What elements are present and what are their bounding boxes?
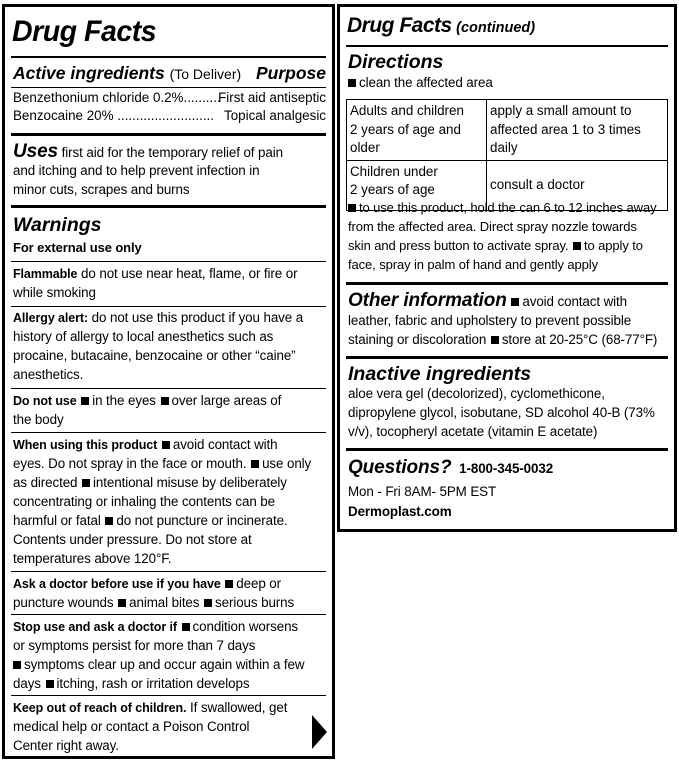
when-using-text: as directed intentional misuse by deliberately bbox=[13, 475, 287, 490]
divider bbox=[11, 388, 326, 389]
table-cell: consult a doctor bbox=[487, 160, 668, 210]
drug-facts-title: Drug Facts bbox=[12, 15, 157, 48]
do-not-use-label: Do not use bbox=[13, 394, 77, 408]
stop-use-text: days itching, rash or irritation develops bbox=[13, 676, 250, 691]
drug-facts-continued-panel: Drug Facts (continued) Directions clean the affected area Adults and children 2 years of age and older apply a small amount to affected area 1 to 3 times daily Children under 2 years of age consult a doctor to use this product, hold the can 6 to 12 inches away from the affected area. Direct spray nozzle towards skin and press button to activate spray. to apply to face, spray in palm of hand and gently apply Other information avoid contact with leather, fabric and upholstery to prevent possible staining or discoloration store at 20-25°C (68-77°F) Inactive ingredients aloe vera gel (decolorized), cyclomethicone, dipropylene glycol, isobutane, SD alcohol 40-B (73% v/v), tocopheryl acetate (vitamin E acetate) Questions? 1-800-345-0032 Mon - Fri 8AM- 5PM EST Dermoplast.com bbox=[337, 4, 677, 532]
questions-heading: Questions? bbox=[348, 457, 452, 478]
leader-dots: .......... bbox=[183, 90, 221, 105]
allergy-label: Allergy alert: bbox=[13, 311, 89, 325]
inactive-ingredients-text: dipropylene glycol, isobutane, SD alcohol 40-B (73% bbox=[348, 405, 655, 420]
inactive-ingredients-text: v/v), tocopheryl acetate (vitamin E acetate) bbox=[348, 424, 598, 439]
leader-dots: .......................... bbox=[117, 108, 214, 123]
other-info-heading: Other information bbox=[348, 290, 507, 311]
divider bbox=[346, 448, 668, 451]
bullet-square-icon bbox=[573, 242, 581, 250]
divider bbox=[11, 432, 326, 433]
warnings-heading: Warnings bbox=[13, 214, 102, 236]
active-ingredients-note: (To Deliver) bbox=[169, 66, 242, 82]
uses-heading: Uses bbox=[13, 141, 59, 162]
keep-out-of-reach: Keep out of reach of children. If swallowed, get bbox=[13, 700, 288, 715]
divider bbox=[346, 45, 668, 47]
directions-item: clean the affected area bbox=[348, 74, 493, 93]
bullet-square-icon bbox=[182, 623, 190, 631]
allergy-alert bbox=[13, 309, 303, 328]
continue-arrow-icon bbox=[312, 715, 327, 749]
uses-line: minor cuts, scrapes and burns bbox=[13, 182, 190, 197]
when-using-text: harmful or fatal do not puncture or incinerate. bbox=[13, 513, 288, 528]
stop-use-label: Stop use and ask a doctor if bbox=[13, 620, 177, 634]
active-ingredients-heading: Active ingredients bbox=[13, 63, 165, 83]
directions-text: from the affected area. Direct spray nozzle towards bbox=[348, 219, 637, 234]
when-using bbox=[13, 436, 277, 455]
divider bbox=[11, 87, 326, 88]
divider bbox=[346, 356, 668, 359]
when-using-text: concentrating or inhaling the contents can be bbox=[13, 494, 276, 509]
divider bbox=[11, 306, 326, 307]
allergy-text: do not use this product if you have a bbox=[91, 310, 304, 325]
uses-line: and itching and to help prevent infection in bbox=[13, 163, 260, 178]
divider bbox=[11, 695, 326, 696]
table-row bbox=[347, 100, 668, 161]
bullet-square-icon bbox=[118, 599, 126, 607]
dosage-table bbox=[346, 99, 668, 211]
bullet-square-icon bbox=[13, 661, 21, 669]
bullet-square-icon bbox=[204, 599, 212, 607]
divider bbox=[11, 205, 326, 208]
questions-website: Dermoplast.com bbox=[348, 504, 452, 519]
ingredient-row bbox=[13, 89, 326, 107]
stop-use: Stop use and ask a doctor if condition worsens bbox=[13, 619, 299, 634]
allergy-text: anesthetics. bbox=[13, 367, 84, 382]
divider bbox=[11, 133, 326, 136]
directions-text: to use this product, hold the can 6 to 12 inches away bbox=[348, 199, 657, 218]
divider bbox=[11, 614, 326, 615]
bullet-square-icon bbox=[105, 517, 113, 525]
drug-facts-title: Drug Facts bbox=[347, 14, 452, 37]
do-not-use bbox=[13, 392, 281, 411]
when-using-label: When using this product bbox=[13, 438, 158, 452]
ask-doctor: Ask a doctor before use if you have deep or bbox=[13, 576, 282, 591]
uses-line: first aid for the temporary relief of pain bbox=[61, 145, 283, 160]
directions-text: face, spray in palm of hand and gently apply bbox=[348, 257, 598, 272]
bullet-square-icon bbox=[251, 460, 259, 468]
flammable-warning bbox=[13, 265, 297, 284]
directions-heading: Directions bbox=[348, 51, 444, 73]
allergy-text: history of allergy to local anesthetics such as bbox=[13, 329, 274, 344]
table-cell: Children under 2 years of age bbox=[347, 160, 487, 210]
flammable-text: do not use near heat, flame, or fire or bbox=[81, 266, 298, 281]
ask-doctor-text: puncture wounds animal bites serious burns bbox=[13, 595, 295, 610]
stop-use-text: symptoms clear up and occur again within a few bbox=[13, 656, 304, 675]
other-info-text: staining or discoloration store at 20-25°C (68-77°F) bbox=[348, 332, 658, 347]
bullet-square-icon bbox=[348, 79, 356, 87]
ingredient-name: Benzethonium chloride 0.2% bbox=[13, 90, 184, 105]
questions-phone: 1-800-345-0032 bbox=[459, 461, 554, 476]
ingredient-name: Benzocaine 20% bbox=[13, 108, 114, 123]
questions-hours: Mon - Fri 8AM- 5PM EST bbox=[348, 484, 497, 499]
table-cell: apply a small amount to affected area 1 to 3 times daily bbox=[487, 100, 668, 161]
bullet-square-icon bbox=[46, 680, 54, 688]
other-info-text: leather, fabric and upholstery to prevent possible bbox=[348, 313, 632, 328]
ingredient-purpose: First aid antiseptic bbox=[218, 90, 326, 105]
bullet-square-icon bbox=[162, 441, 170, 449]
stop-use-text: or symptoms persist for more than 7 days bbox=[13, 638, 256, 653]
keep-out-text: medical help or contact a Poison Control bbox=[13, 719, 250, 734]
bullet-square-icon bbox=[491, 336, 499, 344]
allergy-text: procaine, butacaine, benzocaine or other “caine” bbox=[13, 348, 296, 363]
drug-facts-left-panel bbox=[2, 4, 335, 759]
bullet-square-icon bbox=[161, 397, 169, 405]
bullet-square-icon bbox=[81, 397, 89, 405]
keep-out-label: Keep out of reach of children. bbox=[13, 701, 187, 715]
do-not-use-item: in the eyes bbox=[92, 393, 156, 408]
table-cell: Adults and children 2 years of age and older bbox=[347, 100, 487, 161]
bullet-square-icon bbox=[225, 580, 233, 588]
inactive-ingredients-heading: Inactive ingredients bbox=[348, 363, 532, 385]
flammable-text: while smoking bbox=[13, 285, 96, 300]
bullet-square-icon bbox=[348, 204, 356, 212]
bullet-square-icon bbox=[511, 298, 519, 306]
flammable-label: Flammable bbox=[13, 267, 78, 281]
external-use-only: For external use only bbox=[13, 240, 142, 255]
divider bbox=[11, 571, 326, 572]
purpose-heading: Purpose bbox=[255, 63, 326, 83]
when-using-item: avoid contact with bbox=[172, 437, 278, 452]
when-using-text: eyes. Do not spray in the face or mouth. use only bbox=[13, 456, 312, 471]
ingredient-purpose: Topical analgesic bbox=[224, 108, 326, 123]
when-using-text: temperatures above 120°F. bbox=[13, 551, 172, 566]
ingredient-row bbox=[13, 107, 326, 125]
divider bbox=[11, 56, 326, 58]
when-using-text: Contents under pressure. Do not store at bbox=[13, 532, 252, 547]
keep-out-text: Center right away. bbox=[13, 738, 119, 753]
continued-note: (continued) bbox=[456, 20, 536, 36]
do-not-use-text: the body bbox=[13, 412, 64, 427]
do-not-use-item: over large areas of bbox=[171, 393, 282, 408]
inactive-ingredients-text: aloe vera gel (decolorized), cyclomethicone, bbox=[348, 386, 605, 401]
continued-title bbox=[347, 13, 535, 39]
ask-doctor-label: Ask a doctor before use if you have bbox=[13, 577, 221, 591]
directions-text: skin and press button to activate spray. to apply to bbox=[348, 238, 643, 253]
divider bbox=[11, 261, 326, 262]
divider bbox=[346, 282, 668, 285]
bullet-square-icon bbox=[82, 479, 90, 487]
